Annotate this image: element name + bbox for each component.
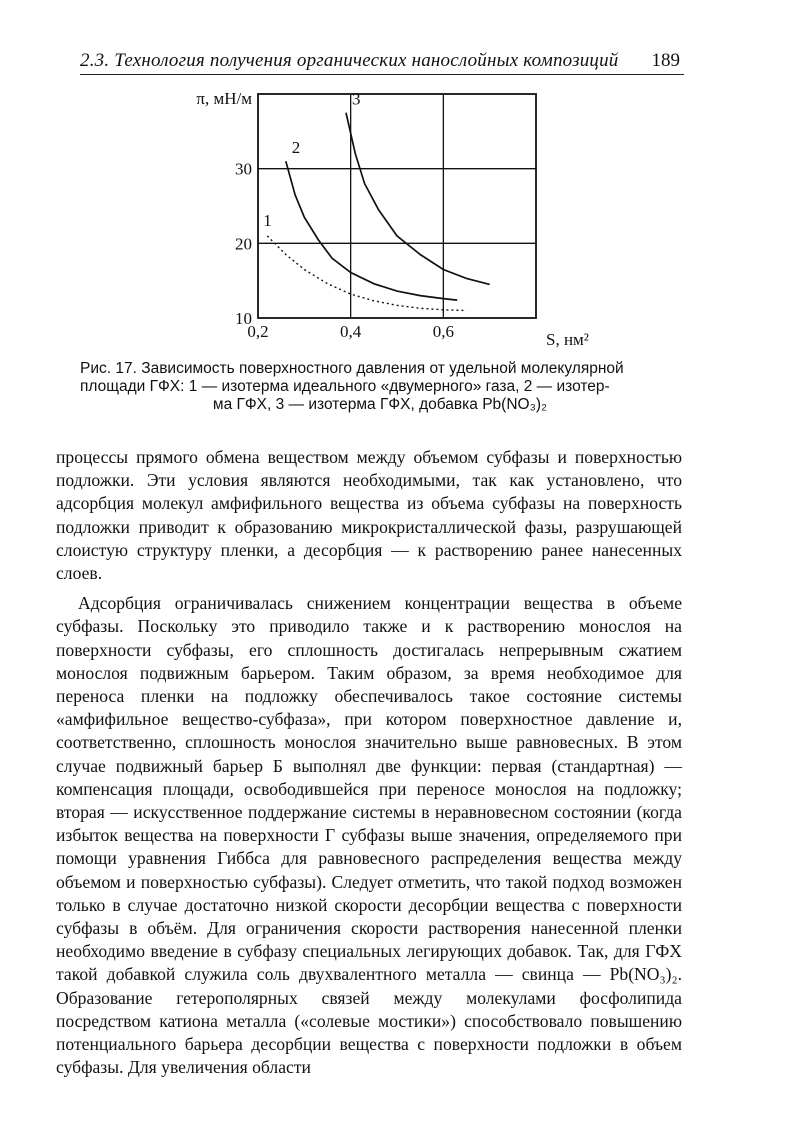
paragraph-2: Адсорбция ограничивалась снижением концентрации вещества в объеме субфазы. Поскольку это приводило также и к растворению монослоя на поверхности субфазы, его сплошность достигалась непрерывным сжатием монослоя подвижным барьером. Таким образом, за время необходимое для переноса пленки на подложку обеспечивалось такое состояние системы «амфифильное вещество-субфаза», при котором поверхностное давление и, соответственно, сплошность монослоя значительно выше равновесных. В этом случае подвижный барьер Б выполнял две функции: первая (стандартная) — компенсация площади, освободившейся при переносе монослоя на подложку; вторая — искусственное поддержание системы в неравновесном состоянии (когда избыток вещества на поверхности Г субфазы выше значения, определяемого при помощи уравнения Гиббса для равновесного распределения вещества между объемом и поверхностью субфазы). Следует отметить, что такой подход возможен только в случае достаточно низкой скорости десорбции вещества с поверхности субфазы в объём. Для ограничения скорости растворения нанесенной пленки необходимо введение в субфазу специальных легирующих добавок. Так, для ГФХ такой добавкой служила соль двухвалентного металла — свинца — Pb(NO₃)₂. Образование гетерополярных связей между молекулами фосфолипида посредством катиона металла («солевые мостики») способствовало повышению потенциального барьера десорбции вещества с поверхности подложки в объем субфазы. Для увеличения области (56, 593, 682, 1078)
isotherm-chart (170, 84, 589, 376)
caption-line-3: ма ГФХ, 3 — изотерма ГФХ, добавка Pb(NO₃)₂ (212, 396, 548, 413)
series-label-3: 3 (352, 89, 361, 109)
series-line-2 (286, 161, 457, 300)
chart-series (267, 113, 489, 311)
x-tick-label: 0,4 (340, 322, 362, 341)
x-tick-label: 0,2 (247, 322, 269, 341)
chart-labels (196, 89, 589, 349)
series-line-3 (346, 113, 490, 285)
page-number: 189 (651, 50, 680, 71)
y-axis-label: π, мН/м (196, 89, 252, 108)
x-tick-label: 0,6 (432, 322, 454, 341)
caption-line-1: Рис. 17. Зависимость поверхностного давления от удельной молекулярной (80, 360, 624, 377)
series-label-1: 1 (263, 210, 272, 230)
series-label-2: 2 (291, 138, 301, 158)
body-text (56, 446, 682, 1086)
x-axis-label: S, нм² (546, 330, 589, 349)
running-header-title: 2.3. Технология получения органических нанослойных композиций (80, 50, 619, 71)
y-tick-label: 10 (235, 309, 252, 328)
caption-line-2: площади ГФХ: 1 — изотерма идеального «двумерного» газа, 2 — изотер- (80, 378, 610, 395)
paragraph-1: процессы прямого обмена веществом между объемом субфазы и поверхностью подложки. Эти условия являются необходимыми, так как установлено, что адсорбция молекул амфифильного вещества из объема субфазы на поверхность подложки приводит к образованию микрокристаллической фазы, разрушающей слоистую структуру пленки, а десорбция — к растворению ранее нанесенных слоев. (56, 447, 682, 584)
y-tick-label: 20 (235, 234, 252, 254)
running-header (80, 50, 684, 75)
y-tick-label: 30 (235, 159, 252, 179)
series-line-1 (267, 236, 466, 311)
figure-caption (80, 360, 680, 414)
